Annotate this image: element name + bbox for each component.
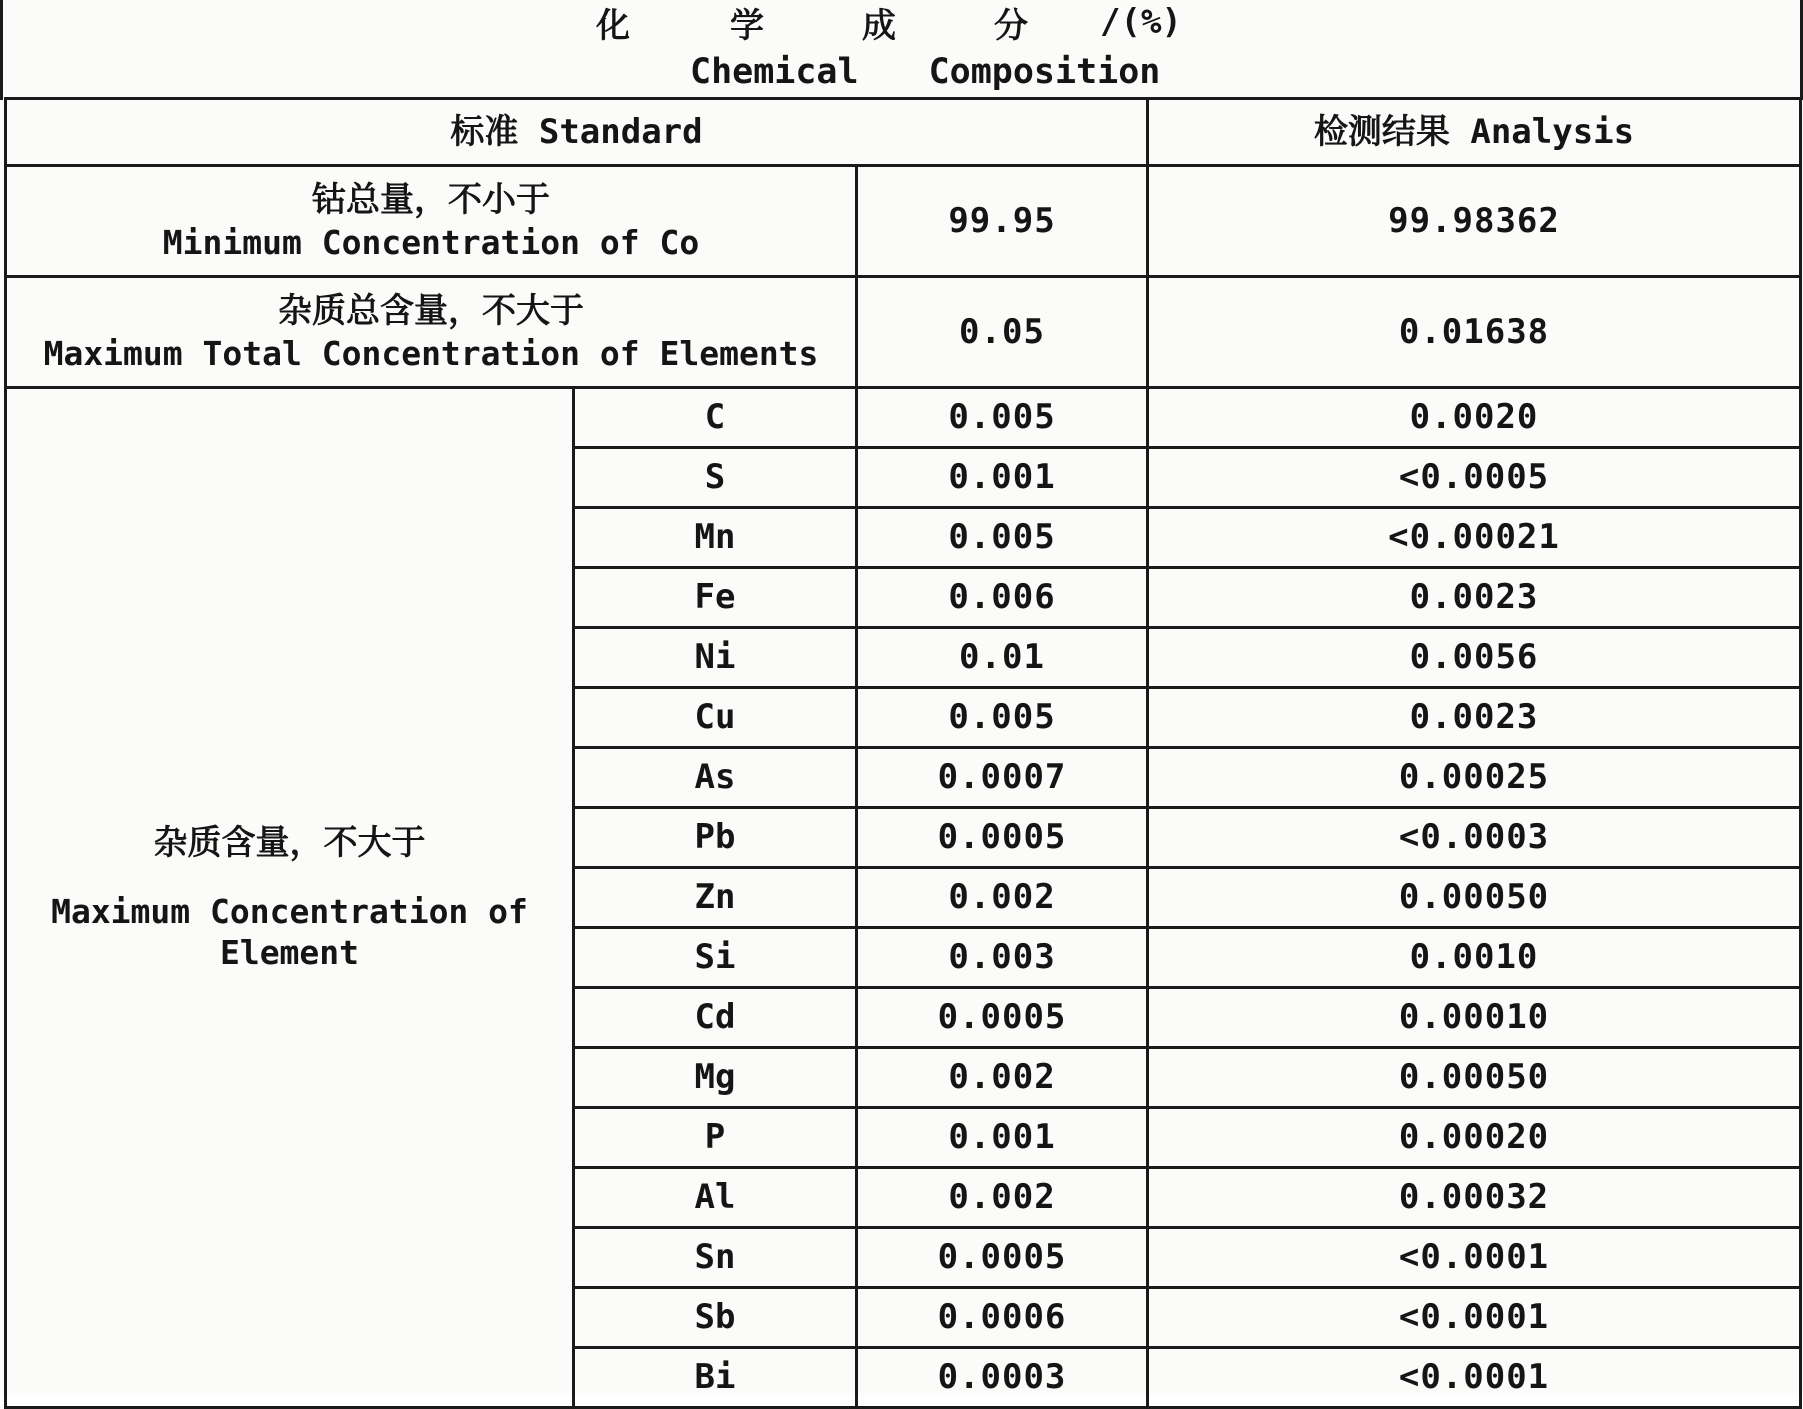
element-analysis-value: 0.0010 (1148, 928, 1801, 988)
element-analysis-value: 0.00010 (1148, 988, 1801, 1048)
element-standard-value: 0.002 (857, 1168, 1148, 1228)
element-standard-value: 0.002 (857, 1048, 1148, 1108)
summary-label-cn: 杂质总含量，不大于 (278, 291, 584, 332)
title-char-3: 成 (862, 5, 896, 46)
element-standard-value: 0.005 (857, 388, 1148, 448)
element-standard-value: 0.0005 (857, 808, 1148, 868)
element-analysis-value: <0.0001 (1148, 1288, 1801, 1348)
element-analysis-value: <0.0005 (1148, 448, 1801, 508)
element-analysis-value: 0.0056 (1148, 628, 1801, 688)
element-standard-value: 0.01 (857, 628, 1148, 688)
table-header-row (6, 99, 1801, 166)
title-en-word-2: Composition (928, 52, 1161, 92)
title-char-2: 学 (730, 5, 764, 46)
standard-header: 标准 Standard (6, 99, 1148, 166)
element-standard-value: 0.0005 (857, 1228, 1148, 1288)
element-symbol: Fe (574, 568, 857, 628)
title-chinese (560, 0, 1240, 44)
element-analysis-value: 0.00032 (1148, 1168, 1801, 1228)
analysis-header: 检测结果 Analysis (1148, 99, 1801, 166)
element-analysis-value: 0.0023 (1148, 568, 1801, 628)
element-analysis-value: <0.0003 (1148, 808, 1801, 868)
element-symbol: Sb (574, 1288, 857, 1348)
element-symbol: Bi (574, 1348, 857, 1408)
summary-analysis-value: 0.01638 (1148, 277, 1801, 388)
title-area (0, 0, 1803, 100)
table-row (6, 388, 1801, 448)
element-symbol: Pb (574, 808, 857, 868)
title-english (690, 52, 1160, 92)
element-standard-value: 0.002 (857, 868, 1148, 928)
element-symbol: Mg (574, 1048, 857, 1108)
element-standard-value: 0.0007 (857, 748, 1148, 808)
element-symbol: S (574, 448, 857, 508)
composition-table (4, 97, 1802, 1409)
element-analysis-value: 0.00020 (1148, 1108, 1801, 1168)
element-analysis-value: 0.0023 (1148, 688, 1801, 748)
element-symbol: P (574, 1108, 857, 1168)
summary-label-en: Minimum Concentration of Co (162, 222, 700, 262)
element-symbol: Zn (574, 868, 857, 928)
title-char-4: 分 (994, 5, 1028, 46)
element-standard-value: 0.001 (857, 1108, 1148, 1168)
summary-analysis-value: 99.98362 (1148, 166, 1801, 277)
title-en-word-1: Chemical (690, 52, 859, 92)
element-standard-value: 0.005 (857, 688, 1148, 748)
element-standard-value: 0.0003 (857, 1348, 1148, 1408)
element-group-label (6, 388, 574, 1408)
element-standard-value: 0.006 (857, 568, 1148, 628)
element-standard-value: 0.0006 (857, 1288, 1148, 1348)
element-symbol: As (574, 748, 857, 808)
element-group-label-cn: 杂质含量，不大于 (153, 823, 426, 863)
element-symbol: Mn (574, 508, 857, 568)
summary-label-en: Maximum Total Concentration of Elements (43, 333, 819, 373)
element-symbol: Si (574, 928, 857, 988)
element-symbol: Sn (574, 1228, 857, 1288)
element-analysis-value: <0.0001 (1148, 1228, 1801, 1288)
summary-row-max-total (6, 277, 1801, 388)
left-frame-line (0, 0, 3, 100)
element-standard-value: 0.0005 (857, 988, 1148, 1048)
element-analysis-value: <0.0001 (1148, 1348, 1801, 1408)
summary-label-max-total (6, 277, 857, 388)
element-analysis-value: 0.00050 (1148, 1048, 1801, 1108)
element-analysis-value: 0.00025 (1148, 748, 1801, 808)
summary-standard-value: 0.05 (857, 277, 1148, 388)
element-standard-value: 0.003 (857, 928, 1148, 988)
title-unit: /(%) (1100, 2, 1182, 42)
summary-standard-value: 99.95 (857, 166, 1148, 277)
element-standard-value: 0.001 (857, 448, 1148, 508)
summary-label-cn: 钴总量，不小于 (312, 180, 550, 221)
summary-label-min-co (6, 166, 857, 277)
element-analysis-value: 0.0020 (1148, 388, 1801, 448)
element-symbol: Cu (574, 688, 857, 748)
summary-row-min-co (6, 166, 1801, 277)
element-symbol: Ni (574, 628, 857, 688)
element-analysis-value: <0.00021 (1148, 508, 1801, 568)
element-symbol: Cd (574, 988, 857, 1048)
title-char-1: 化 (596, 5, 630, 46)
element-symbol: Al (574, 1168, 857, 1228)
element-analysis-value: 0.00050 (1148, 868, 1801, 928)
element-symbol: C (574, 388, 857, 448)
element-group-label-en: Maximum Concentration of Element (51, 891, 528, 972)
element-standard-value: 0.005 (857, 508, 1148, 568)
